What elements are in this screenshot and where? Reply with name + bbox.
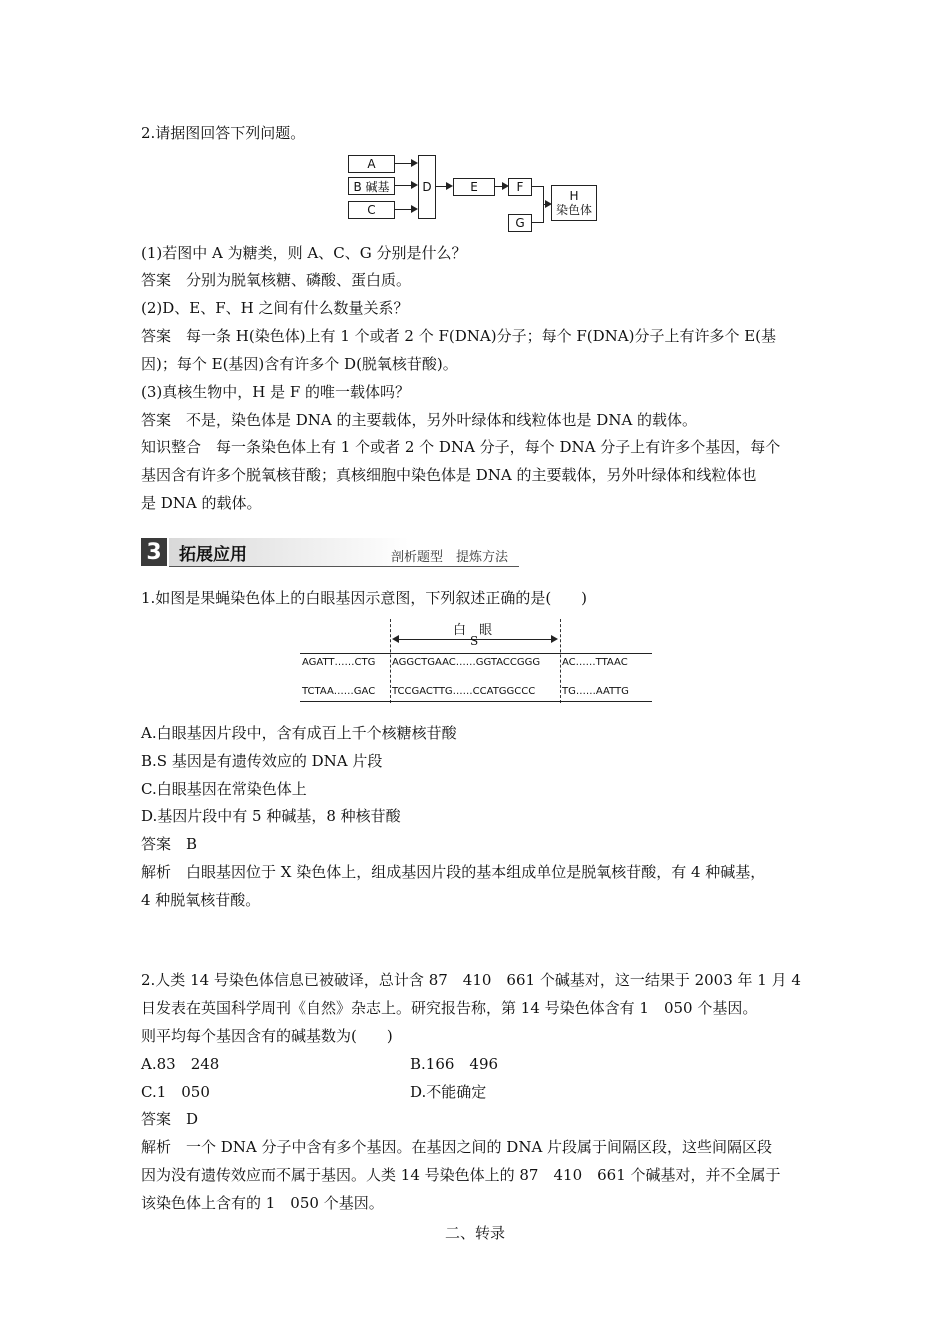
option-c: C.白眼基因在常染色体上 — [141, 780, 307, 798]
explanation-1-line-2: 4 种脱氧核苷酸。 — [141, 891, 261, 909]
sub-answer-3: 答案 不是，染色体是 DNA 的主要载体，另外叶绿体和线粒体也是 DNA 的载体。 — [141, 411, 698, 429]
answer-2: 答案 D — [141, 1110, 199, 1128]
section-rule — [169, 566, 519, 567]
sub-answer-2-line-1: 答案 每一条 H(染色体)上有 1 个或者 2 个 F(DNA)分子；每个 F(DNA)分子上有许多个 E(基 — [141, 327, 777, 345]
option-a: A.白眼基因片段中，含有成百上千个核糖核苷酸 — [141, 724, 457, 742]
sub-question-3: (3)真核生物中，H 是 F 的唯一载体吗？ — [141, 383, 411, 401]
white-eye-label: 白 眼 — [453, 623, 493, 638]
option-2-a: A.83 248 — [141, 1055, 220, 1073]
box-g: G — [508, 214, 532, 232]
strand-2-part-2: TCCGACTTG……CCATGGCCC — [392, 686, 536, 697]
strand-1-part-3: AC……TTAAC — [562, 657, 628, 668]
practice-question-2-line-1: 2.人类 14 号染色体信息已被破译，总计含 87 410 661 个碱基对，这一结果于 2003 年 1 月 4 — [141, 971, 801, 989]
section-banner — [141, 538, 519, 568]
explanation-2-line-1: 解析 一个 DNA 分子中含有多个基因。在基因之间的 DNA 片段属于间隔区段，这些间隔区段 — [141, 1138, 773, 1156]
box-h-sublabel: 染色体 — [555, 203, 592, 217]
box-h-chromosome — [551, 185, 597, 221]
box-e: E — [453, 178, 495, 196]
summary-line-2: 基因含有许多个脱氧核苷酸；真核细胞中染色体是 DNA 的主要载体，另外叶绿体和线粒体也 — [141, 466, 757, 484]
sub-answer-1: 答案 分别为脱氧核糖、磷酸、蛋白质。 — [141, 271, 412, 289]
section-subtitle: 剖析题型 提炼方法 — [391, 550, 509, 565]
strand-2-part-1: TCTAA……GAC — [302, 686, 376, 697]
option-2-b: B.166 496 — [410, 1055, 499, 1073]
option-2-c: C.1 050 — [141, 1083, 210, 1101]
strand-1-part-2: AGGCTGAAC……GGTACCGGG — [392, 657, 541, 668]
sub-question-1: (1)若图中 A 为糖类，则 A、C、G 分别是什么？ — [141, 244, 467, 262]
box-h-label: H — [569, 189, 579, 203]
sub-answer-2-line-2: 因)；每个 E(基因)含有许多个 D(脱氧核苷酸)。 — [141, 355, 458, 373]
box-b-base: B 碱基 — [348, 177, 395, 195]
sub-question-2: (2)D、E、F、H 之间有什么数量关系？ — [141, 299, 409, 317]
gene-segment-diagram — [300, 615, 652, 705]
option-2-d: D.不能确定 — [410, 1083, 487, 1101]
box-d: D — [418, 155, 436, 219]
explanation-1-line-1: 解析 白眼基因位于 X 染色体上，组成基因片段的基本组成单位是脱氧核苷酸，有 4 种碱基， — [141, 863, 766, 881]
box-a: A — [348, 155, 395, 173]
strand-2-part-3: TG……AATTG — [562, 686, 629, 697]
practice-question-1: 1.如图是果蝇染色体上的白眼基因示意图，下列叙述正确的是( ) — [141, 589, 588, 607]
section-number: 3 — [141, 538, 167, 566]
strand-1-part-1: AGATT……CTG — [302, 657, 376, 668]
explanation-2-line-2: 因为没有遗传效应而不属于基因。人类 14 号染色体上的 87 410 661 个碱基对，并不全属于 — [141, 1166, 781, 1184]
section-heading: 二、转录 — [444, 1224, 505, 1242]
practice-question-2-line-3: 则平均每个基因含有的碱基数为( ) — [141, 1027, 393, 1045]
box-c: C — [348, 201, 395, 219]
practice-question-2-line-2: 日发表在英国科学周刊《自然》杂志上。研究报告称，第 14 号染色体含有 1 050 个基因。 — [141, 999, 758, 1017]
question-2-title: 2.请据图回答下列问题。 — [141, 124, 306, 142]
relationship-diagram — [0, 0, 950, 240]
s-gene-label: S — [470, 634, 479, 648]
answer-1: 答案 B — [141, 835, 198, 853]
option-b: B.S 基因是有遗传效应的 DNA 片段 — [141, 752, 383, 770]
summary-line-1: 知识整合 每一条染色体上有 1 个或者 2 个 DNA 分子，每个 DNA 分子上有许多个基因，每个 — [141, 438, 781, 456]
explanation-2-line-3: 该染色体上含有的 1 050 个基因。 — [141, 1194, 384, 1212]
option-d: D.基因片段中有 5 种碱基，8 种核苷酸 — [141, 807, 401, 825]
box-f: F — [508, 178, 532, 196]
summary-line-3: 是 DNA 的载体。 — [141, 494, 262, 512]
section-title: 拓展应用 — [169, 538, 409, 566]
